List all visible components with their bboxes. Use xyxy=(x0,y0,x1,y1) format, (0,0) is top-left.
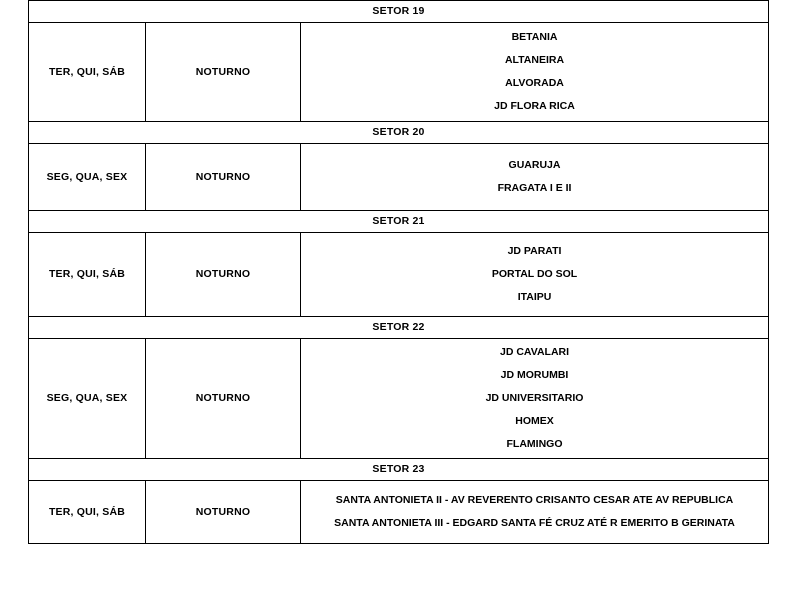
area-line: JD FLORA RICA xyxy=(494,100,575,112)
shift-cell: NOTURNO xyxy=(146,481,301,544)
area-line: JD UNIVERSITARIO xyxy=(485,392,584,404)
shift-cell: NOTURNO xyxy=(146,233,301,317)
area-line: JD MORUMBI xyxy=(500,369,569,381)
collection-schedule-table xyxy=(28,0,769,544)
area-line: SANTA ANTONIETA II - AV REVERENTO CRISANTO CESAR ATE AV REPUBLICA xyxy=(335,494,734,506)
sector-header-row xyxy=(29,122,769,144)
area-line: SANTA ANTONIETA III - EDGARD SANTA FÉ CRUZ ATÉ R EMERITO B GERINATA xyxy=(334,517,735,529)
days-cell: SEG, QUA, SEX xyxy=(29,144,146,211)
area-line: BETANIA xyxy=(511,31,558,43)
areas-cell xyxy=(301,233,769,317)
sector-title: SETOR 22 xyxy=(29,317,769,339)
sector-title: SETOR 21 xyxy=(29,211,769,233)
areas-cell xyxy=(301,23,769,122)
area-line: ITAIPU xyxy=(517,291,552,303)
table-row xyxy=(29,144,769,211)
shift-cell: NOTURNO xyxy=(146,144,301,211)
area-line: FRAGATA I E II xyxy=(497,182,572,194)
area-line: FLAMINGO xyxy=(506,438,563,450)
sector-title: SETOR 19 xyxy=(29,1,769,23)
sector-header-row xyxy=(29,211,769,233)
sector-title: SETOR 23 xyxy=(29,459,769,481)
area-line: PORTAL DO SOL xyxy=(491,268,578,280)
area-line: GUARUJA xyxy=(508,159,561,171)
days-cell: TER, QUI, SÁB xyxy=(29,233,146,317)
sector-header-row xyxy=(29,317,769,339)
areas-cell xyxy=(301,481,769,544)
sector-header-row xyxy=(29,459,769,481)
area-line: JD CAVALARI xyxy=(500,346,570,358)
table-row xyxy=(29,23,769,122)
shift-cell: NOTURNO xyxy=(146,339,301,459)
areas-cell xyxy=(301,339,769,459)
area-line: JD PARATI xyxy=(507,245,562,257)
sector-title: SETOR 20 xyxy=(29,122,769,144)
shift-cell: NOTURNO xyxy=(146,23,301,122)
areas-cell xyxy=(301,144,769,211)
area-line: ALTANEIRA xyxy=(504,54,565,66)
days-cell: SEG, QUA, SEX xyxy=(29,339,146,459)
sector-header-row xyxy=(29,1,769,23)
days-cell: TER, QUI, SÁB xyxy=(29,481,146,544)
table-row xyxy=(29,339,769,459)
area-line: ALVORADA xyxy=(505,77,564,89)
area-line: HOMEX xyxy=(515,415,554,427)
table-row xyxy=(29,481,769,544)
days-cell: TER, QUI, SÁB xyxy=(29,23,146,122)
table-row xyxy=(29,233,769,317)
